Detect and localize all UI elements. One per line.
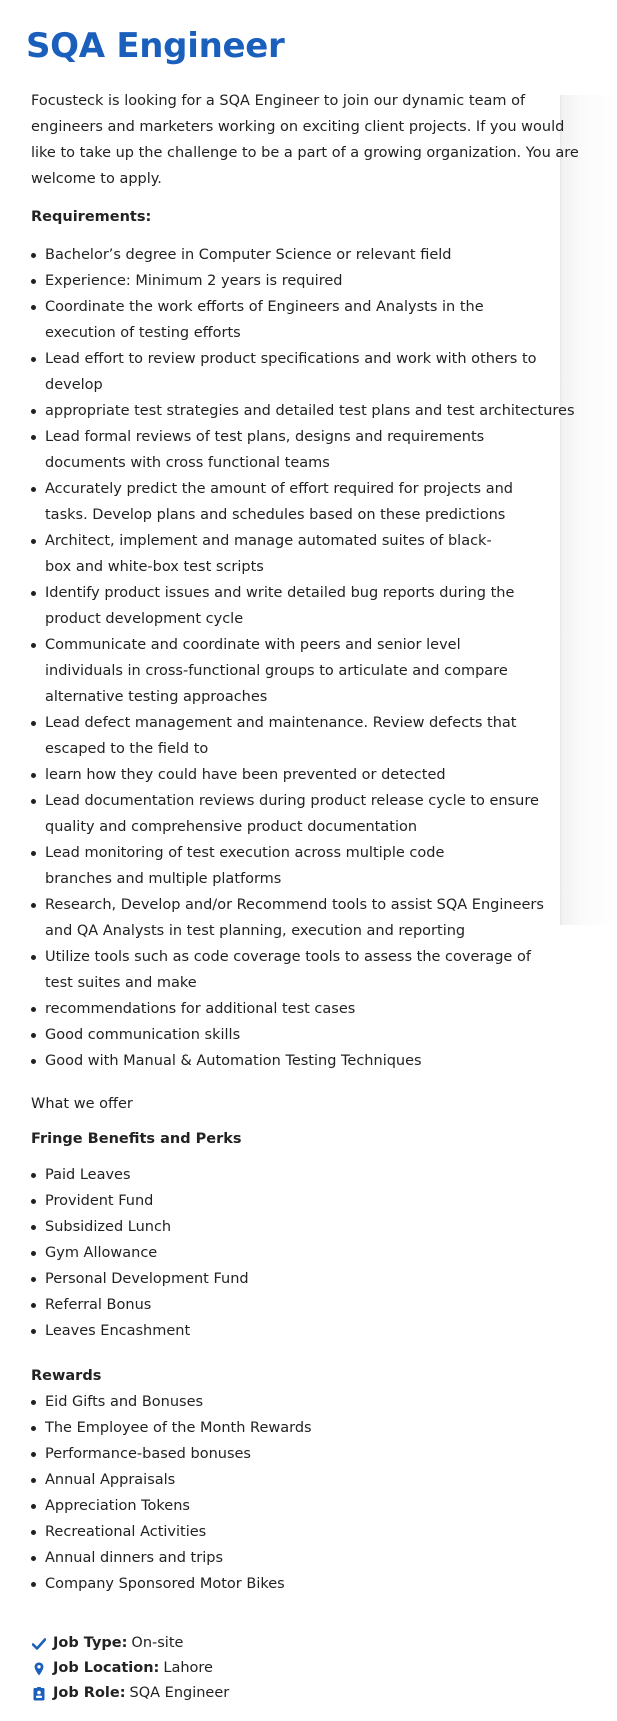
- list-item: Coordinate the work efforts of Engineers and Analysts in the execution of testing efforts: [31, 294, 530, 346]
- list-item: Gym Allowance: [31, 1240, 591, 1266]
- list-item: Accurately predict the amount of effort required for projects and tasks. Develop plans and schedules based on these predictions: [31, 476, 525, 528]
- list-item: Subsidized Lunch: [31, 1214, 591, 1240]
- page-title: SQA Engineer: [26, 26, 285, 66]
- list-item: recommendations for additional test cases: [31, 996, 591, 1022]
- list-item: Eid Gifts and Bonuses: [31, 1389, 591, 1415]
- list-item: Performance-based bonuses: [31, 1441, 591, 1467]
- fringe-list: [31, 1162, 591, 1344]
- job-location-row: [31, 1656, 229, 1681]
- job-meta: [31, 1631, 229, 1706]
- list-item: Identify product issues and write detailed bug reports during the product development cycle: [31, 580, 535, 632]
- requirements-list: [31, 242, 591, 1074]
- job-role-label: Job Role:: [53, 1685, 126, 1701]
- list-item: Good communication skills: [31, 1022, 591, 1048]
- list-item: Bachelor’s degree in Computer Science or relevant field: [31, 242, 591, 268]
- job-type-row: [31, 1631, 229, 1656]
- list-item: Lead effort to review product specifications and work with others to develop: [31, 346, 591, 398]
- fringe-heading: Fringe Benefits and Perks: [31, 1131, 242, 1147]
- list-item: Referral Bonus: [31, 1292, 591, 1318]
- list-item: Good with Manual & Automation Testing Techniques: [31, 1048, 591, 1074]
- list-item: Lead defect management and maintenance. Review defects that escaped to the field to: [31, 710, 545, 762]
- job-role-value: SQA Engineer: [129, 1685, 230, 1701]
- list-item: Annual Appraisals: [31, 1467, 591, 1493]
- list-item: Experience: Minimum 2 years is required: [31, 268, 591, 294]
- list-item: Provident Fund: [31, 1188, 591, 1214]
- offer-heading: What we offer: [31, 1096, 133, 1112]
- list-item: Paid Leaves: [31, 1162, 591, 1188]
- list-item: Lead documentation reviews during product release cycle to ensure quality and comprehensive product documentation: [31, 788, 555, 840]
- location-pin-icon: [31, 1661, 47, 1677]
- id-badge-icon: [31, 1686, 47, 1702]
- job-description: [31, 88, 591, 1597]
- job-location-value: Lahore: [163, 1660, 213, 1676]
- job-role-row: [31, 1681, 229, 1706]
- list-item: appropriate test strategies and detailed test plans and test architectures: [31, 398, 591, 424]
- rewards-list: [31, 1389, 591, 1597]
- checkmark-icon: [31, 1636, 47, 1652]
- list-item: Research, Develop and/or Recommend tools to assist SQA Engineers and QA Analysts in test planning, execution and reporting: [31, 892, 565, 944]
- list-item: The Employee of the Month Rewards: [31, 1415, 591, 1441]
- intro-paragraph: Focusteck is looking for a SQA Engineer to join our dynamic team of engineers and marketers working on exciting client projects. If you would like to take up the challenge to be a part of a growing organization. You are welcome to apply.: [31, 93, 579, 187]
- list-item: Communicate and coordinate with peers and senior level individuals in cross-functional groups to articulate and compare alternative testing approaches: [31, 632, 530, 710]
- list-item: Company Sponsored Motor Bikes: [31, 1571, 591, 1597]
- list-item: Leaves Encashment: [31, 1318, 591, 1344]
- list-item: Lead monitoring of test execution across multiple code branches and multiple platforms: [31, 840, 515, 892]
- list-item: Appreciation Tokens: [31, 1493, 591, 1519]
- list-item: Lead formal reviews of test plans, designs and requirements documents with cross functional teams: [31, 424, 535, 476]
- requirements-heading: Requirements:: [31, 209, 152, 225]
- list-item: Annual dinners and trips: [31, 1545, 591, 1571]
- list-item: Recreational Activities: [31, 1519, 591, 1545]
- list-item: learn how they could have been prevented or detected: [31, 762, 591, 788]
- rewards-heading: Rewards: [31, 1368, 102, 1384]
- list-item: Personal Development Fund: [31, 1266, 591, 1292]
- job-type-value: On-site: [131, 1635, 184, 1651]
- list-item: Architect, implement and manage automated suites of black-box and white-box test scripts: [31, 528, 515, 580]
- job-type-label: Job Type:: [53, 1635, 128, 1651]
- list-item: Utilize tools such as code coverage tools to assess the coverage of test suites and make: [31, 944, 535, 996]
- job-location-label: Job Location:: [53, 1660, 160, 1676]
